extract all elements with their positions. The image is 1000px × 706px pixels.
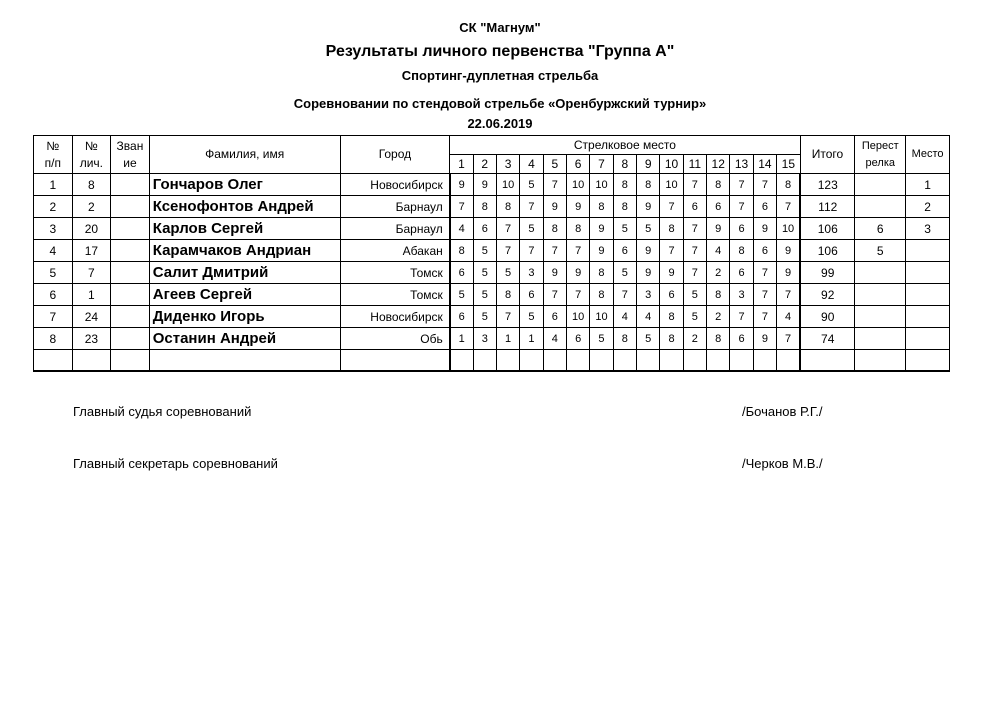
header-rank: Зван ие bbox=[111, 136, 150, 174]
score-cell: 8 bbox=[707, 284, 730, 306]
score-cell: 7 bbox=[660, 196, 683, 218]
city-cell: Обь bbox=[340, 328, 450, 350]
chief-judge-name: /Бочанов Р.Г./ bbox=[742, 404, 823, 419]
empty-cell bbox=[496, 350, 519, 372]
score-cell: 5 bbox=[637, 218, 660, 240]
empty-cell bbox=[906, 350, 950, 372]
score-cell: 7 bbox=[520, 240, 543, 262]
name-cell: Диденко Игорь bbox=[149, 306, 340, 328]
header-station: 15 bbox=[777, 155, 801, 174]
score-cell: 5 bbox=[520, 174, 543, 196]
score-cell: 7 bbox=[753, 262, 776, 284]
score-cell: 2 bbox=[707, 262, 730, 284]
table-row bbox=[34, 218, 950, 240]
score-cell: 8 bbox=[613, 174, 636, 196]
score-cell: 8 bbox=[730, 240, 753, 262]
shootoff-cell bbox=[855, 174, 906, 196]
score-cell: 8 bbox=[473, 196, 496, 218]
rank-cell bbox=[111, 328, 150, 350]
empty-cell bbox=[855, 350, 906, 372]
header-station: 4 bbox=[520, 155, 543, 174]
total-cell: 99 bbox=[800, 262, 855, 284]
rank-cell bbox=[111, 240, 150, 262]
score-cell: 5 bbox=[613, 262, 636, 284]
empty-cell bbox=[660, 350, 683, 372]
score-cell: 9 bbox=[450, 174, 473, 196]
score-cell: 9 bbox=[753, 218, 776, 240]
score-cell: 8 bbox=[590, 196, 613, 218]
chief-secretary-label: Главный секретарь соревнований bbox=[73, 456, 278, 471]
pp-cell: 5 bbox=[34, 262, 73, 284]
shootoff-cell bbox=[855, 328, 906, 350]
score-cell: 7 bbox=[683, 262, 706, 284]
score-cell: 10 bbox=[590, 306, 613, 328]
empty-cell bbox=[520, 350, 543, 372]
score-cell: 9 bbox=[566, 196, 589, 218]
score-cell: 9 bbox=[543, 262, 566, 284]
score-cell: 5 bbox=[496, 262, 519, 284]
shootoff-cell bbox=[855, 196, 906, 218]
header-station: 14 bbox=[753, 155, 776, 174]
city-cell: Новосибирск bbox=[340, 306, 450, 328]
score-cell: 7 bbox=[566, 284, 589, 306]
empty-cell bbox=[800, 350, 855, 372]
shootoff-cell: 5 bbox=[855, 240, 906, 262]
empty-cell bbox=[777, 350, 801, 372]
score-cell: 10 bbox=[566, 306, 589, 328]
score-cell: 4 bbox=[637, 306, 660, 328]
header-place: Место bbox=[906, 136, 950, 174]
score-cell: 7 bbox=[496, 240, 519, 262]
score-cell: 1 bbox=[450, 328, 473, 350]
empty-cell bbox=[473, 350, 496, 372]
rank-cell bbox=[111, 196, 150, 218]
score-cell: 8 bbox=[613, 196, 636, 218]
score-cell: 3 bbox=[520, 262, 543, 284]
score-cell: 3 bbox=[637, 284, 660, 306]
score-cell: 9 bbox=[637, 262, 660, 284]
score-cell: 4 bbox=[543, 328, 566, 350]
score-cell: 7 bbox=[777, 328, 801, 350]
table-row bbox=[34, 306, 950, 328]
empty-cell bbox=[543, 350, 566, 372]
score-cell: 3 bbox=[730, 284, 753, 306]
header-station: 3 bbox=[496, 155, 519, 174]
empty-cell bbox=[566, 350, 589, 372]
header-station: 7 bbox=[590, 155, 613, 174]
empty-cell bbox=[683, 350, 706, 372]
score-cell: 10 bbox=[496, 174, 519, 196]
score-cell: 7 bbox=[777, 196, 801, 218]
score-cell: 7 bbox=[543, 174, 566, 196]
score-cell: 8 bbox=[566, 218, 589, 240]
place-cell bbox=[906, 240, 950, 262]
header-station: 5 bbox=[543, 155, 566, 174]
empty-cell bbox=[72, 350, 111, 372]
pp-cell: 3 bbox=[34, 218, 73, 240]
header-station: 1 bbox=[450, 155, 473, 174]
lic-cell: 1 bbox=[72, 284, 111, 306]
pp-cell: 6 bbox=[34, 284, 73, 306]
name-cell: Ксенофонтов Андрей bbox=[149, 196, 340, 218]
header-stations: Стрелковое место bbox=[450, 136, 800, 155]
total-cell: 74 bbox=[800, 328, 855, 350]
table-row bbox=[34, 196, 950, 218]
score-cell: 7 bbox=[660, 240, 683, 262]
score-cell: 8 bbox=[660, 306, 683, 328]
header-station: 10 bbox=[660, 155, 683, 174]
name-cell: Карлов Сергей bbox=[149, 218, 340, 240]
score-cell: 6 bbox=[730, 262, 753, 284]
score-cell: 7 bbox=[566, 240, 589, 262]
score-cell: 8 bbox=[777, 174, 801, 196]
score-cell: 8 bbox=[707, 174, 730, 196]
score-cell: 8 bbox=[543, 218, 566, 240]
shootoff-cell bbox=[855, 306, 906, 328]
header-name: Фамилия, имя bbox=[149, 136, 340, 174]
score-cell: 6 bbox=[520, 284, 543, 306]
score-cell: 8 bbox=[590, 262, 613, 284]
header-lic: № лич. bbox=[72, 136, 111, 174]
score-cell: 9 bbox=[660, 262, 683, 284]
total-cell: 92 bbox=[800, 284, 855, 306]
score-cell: 7 bbox=[730, 196, 753, 218]
place-cell: 1 bbox=[906, 174, 950, 196]
pp-cell: 8 bbox=[34, 328, 73, 350]
score-cell: 4 bbox=[707, 240, 730, 262]
score-cell: 7 bbox=[543, 240, 566, 262]
header-station: 11 bbox=[683, 155, 706, 174]
empty-cell bbox=[590, 350, 613, 372]
rank-cell bbox=[111, 262, 150, 284]
score-cell: 9 bbox=[637, 196, 660, 218]
score-cell: 8 bbox=[450, 240, 473, 262]
place-cell bbox=[906, 284, 950, 306]
score-cell: 6 bbox=[730, 218, 753, 240]
header-station: 9 bbox=[637, 155, 660, 174]
score-cell: 5 bbox=[473, 262, 496, 284]
score-cell: 9 bbox=[590, 218, 613, 240]
score-cell: 4 bbox=[777, 306, 801, 328]
header-station: 12 bbox=[707, 155, 730, 174]
lic-cell: 23 bbox=[72, 328, 111, 350]
discipline-subtitle: Спортинг-дуплетная стрельба bbox=[401, 68, 599, 83]
score-cell: 2 bbox=[707, 306, 730, 328]
table-row bbox=[34, 240, 950, 262]
score-cell: 5 bbox=[473, 306, 496, 328]
name-cell: Останин Андрей bbox=[149, 328, 340, 350]
empty-cell bbox=[707, 350, 730, 372]
score-cell: 6 bbox=[683, 196, 706, 218]
score-cell: 8 bbox=[613, 328, 636, 350]
score-cell: 5 bbox=[473, 284, 496, 306]
empty-cell bbox=[637, 350, 660, 372]
city-cell: Томск bbox=[340, 262, 450, 284]
score-cell: 6 bbox=[753, 196, 776, 218]
shootoff-cell: 6 bbox=[855, 218, 906, 240]
table-row bbox=[34, 328, 950, 350]
score-cell: 6 bbox=[543, 306, 566, 328]
score-cell: 1 bbox=[520, 328, 543, 350]
city-cell: Абакан bbox=[340, 240, 450, 262]
score-cell: 6 bbox=[707, 196, 730, 218]
rank-cell bbox=[111, 284, 150, 306]
empty-cell bbox=[149, 350, 340, 372]
score-cell: 7 bbox=[730, 174, 753, 196]
empty-cell bbox=[613, 350, 636, 372]
score-cell: 5 bbox=[450, 284, 473, 306]
score-cell: 8 bbox=[660, 328, 683, 350]
score-cell: 2 bbox=[683, 328, 706, 350]
pp-cell: 1 bbox=[34, 174, 73, 196]
shootoff-cell bbox=[855, 262, 906, 284]
pp-cell: 4 bbox=[34, 240, 73, 262]
header-total: Итого bbox=[800, 136, 855, 174]
header-pp: № п/п bbox=[34, 136, 73, 174]
city-cell: Барнаул bbox=[340, 218, 450, 240]
score-cell: 5 bbox=[590, 328, 613, 350]
score-cell: 10 bbox=[566, 174, 589, 196]
score-cell: 9 bbox=[753, 328, 776, 350]
score-cell: 5 bbox=[520, 218, 543, 240]
empty-cell bbox=[111, 350, 150, 372]
lic-cell: 8 bbox=[72, 174, 111, 196]
lic-cell: 2 bbox=[72, 196, 111, 218]
header-city: Город bbox=[340, 136, 450, 174]
total-cell: 106 bbox=[800, 218, 855, 240]
score-cell: 10 bbox=[660, 174, 683, 196]
score-cell: 9 bbox=[543, 196, 566, 218]
empty-cell bbox=[34, 350, 73, 372]
score-cell: 9 bbox=[637, 240, 660, 262]
pp-cell: 2 bbox=[34, 196, 73, 218]
score-cell: 6 bbox=[753, 240, 776, 262]
name-cell: Агеев Сергей bbox=[149, 284, 340, 306]
score-cell: 7 bbox=[683, 218, 706, 240]
pp-cell: 7 bbox=[34, 306, 73, 328]
score-cell: 7 bbox=[520, 196, 543, 218]
header-station: 2 bbox=[473, 155, 496, 174]
name-cell: Гончаров Олег bbox=[149, 174, 340, 196]
city-cell: Барнаул bbox=[340, 196, 450, 218]
score-cell: 9 bbox=[566, 262, 589, 284]
empty-cell bbox=[730, 350, 753, 372]
score-cell: 1 bbox=[496, 328, 519, 350]
lic-cell: 20 bbox=[72, 218, 111, 240]
place-cell bbox=[906, 328, 950, 350]
score-cell: 9 bbox=[707, 218, 730, 240]
score-cell: 8 bbox=[660, 218, 683, 240]
score-cell: 6 bbox=[660, 284, 683, 306]
lic-cell: 17 bbox=[72, 240, 111, 262]
lic-cell: 7 bbox=[72, 262, 111, 284]
score-cell: 5 bbox=[637, 328, 660, 350]
rank-cell bbox=[111, 218, 150, 240]
total-cell: 112 bbox=[800, 196, 855, 218]
header-station: 8 bbox=[613, 155, 636, 174]
score-cell: 8 bbox=[637, 174, 660, 196]
score-cell: 9 bbox=[473, 174, 496, 196]
header-shootoff: Перест релка bbox=[855, 136, 906, 174]
table-row bbox=[34, 284, 950, 306]
place-cell: 2 bbox=[906, 196, 950, 218]
empty-cell bbox=[340, 350, 450, 372]
score-cell: 8 bbox=[496, 196, 519, 218]
chief-judge-label: Главный судья соревнований bbox=[73, 404, 252, 419]
score-cell: 5 bbox=[683, 306, 706, 328]
competition-name: Соревновании по стендовой стрельбе «Оренбуржский турнир» bbox=[293, 96, 707, 111]
score-cell: 7 bbox=[753, 174, 776, 196]
score-cell: 10 bbox=[777, 218, 801, 240]
shootoff-cell bbox=[855, 284, 906, 306]
table-row bbox=[34, 262, 950, 284]
score-cell: 6 bbox=[450, 262, 473, 284]
score-cell: 5 bbox=[520, 306, 543, 328]
score-cell: 7 bbox=[753, 306, 776, 328]
score-cell: 9 bbox=[777, 240, 801, 262]
header-station: 13 bbox=[730, 155, 753, 174]
header-station: 6 bbox=[566, 155, 589, 174]
competition-date: 22.06.2019 bbox=[467, 116, 533, 131]
name-cell: Карамчаков Андриан bbox=[149, 240, 340, 262]
score-cell: 7 bbox=[450, 196, 473, 218]
score-cell: 7 bbox=[496, 218, 519, 240]
score-cell: 5 bbox=[613, 218, 636, 240]
score-cell: 9 bbox=[590, 240, 613, 262]
score-cell: 6 bbox=[473, 218, 496, 240]
empty-cell bbox=[450, 350, 473, 372]
score-cell: 5 bbox=[473, 240, 496, 262]
table-row bbox=[34, 174, 950, 196]
score-cell: 6 bbox=[730, 328, 753, 350]
score-cell: 4 bbox=[613, 306, 636, 328]
total-cell: 123 bbox=[800, 174, 855, 196]
total-cell: 106 bbox=[800, 240, 855, 262]
name-cell: Салит Дмитрий bbox=[149, 262, 340, 284]
results-title: Результаты личного первенства "Группа А" bbox=[325, 43, 675, 60]
city-cell: Томск bbox=[340, 284, 450, 306]
score-cell: 6 bbox=[613, 240, 636, 262]
rank-cell bbox=[111, 174, 150, 196]
score-cell: 4 bbox=[450, 218, 473, 240]
lic-cell: 24 bbox=[72, 306, 111, 328]
score-cell: 7 bbox=[496, 306, 519, 328]
score-cell: 7 bbox=[683, 240, 706, 262]
score-cell: 5 bbox=[683, 284, 706, 306]
score-cell: 8 bbox=[496, 284, 519, 306]
place-cell bbox=[906, 262, 950, 284]
score-cell: 7 bbox=[777, 284, 801, 306]
results-table bbox=[33, 135, 950, 372]
score-cell: 6 bbox=[450, 306, 473, 328]
empty-row bbox=[34, 350, 950, 372]
chief-secretary-name: /Черков М.В./ bbox=[742, 456, 823, 471]
city-cell: Новосибирск bbox=[340, 174, 450, 196]
score-cell: 7 bbox=[543, 284, 566, 306]
empty-cell bbox=[753, 350, 776, 372]
rank-cell bbox=[111, 306, 150, 328]
organization-title: СК "Магнум" bbox=[459, 20, 541, 35]
score-cell: 8 bbox=[590, 284, 613, 306]
score-cell: 10 bbox=[590, 174, 613, 196]
score-cell: 6 bbox=[566, 328, 589, 350]
score-cell: 7 bbox=[613, 284, 636, 306]
score-cell: 7 bbox=[683, 174, 706, 196]
score-cell: 3 bbox=[473, 328, 496, 350]
total-cell: 90 bbox=[800, 306, 855, 328]
place-cell: 3 bbox=[906, 218, 950, 240]
place-cell bbox=[906, 306, 950, 328]
score-cell: 7 bbox=[753, 284, 776, 306]
score-cell: 9 bbox=[777, 262, 801, 284]
score-cell: 7 bbox=[730, 306, 753, 328]
score-cell: 8 bbox=[707, 328, 730, 350]
